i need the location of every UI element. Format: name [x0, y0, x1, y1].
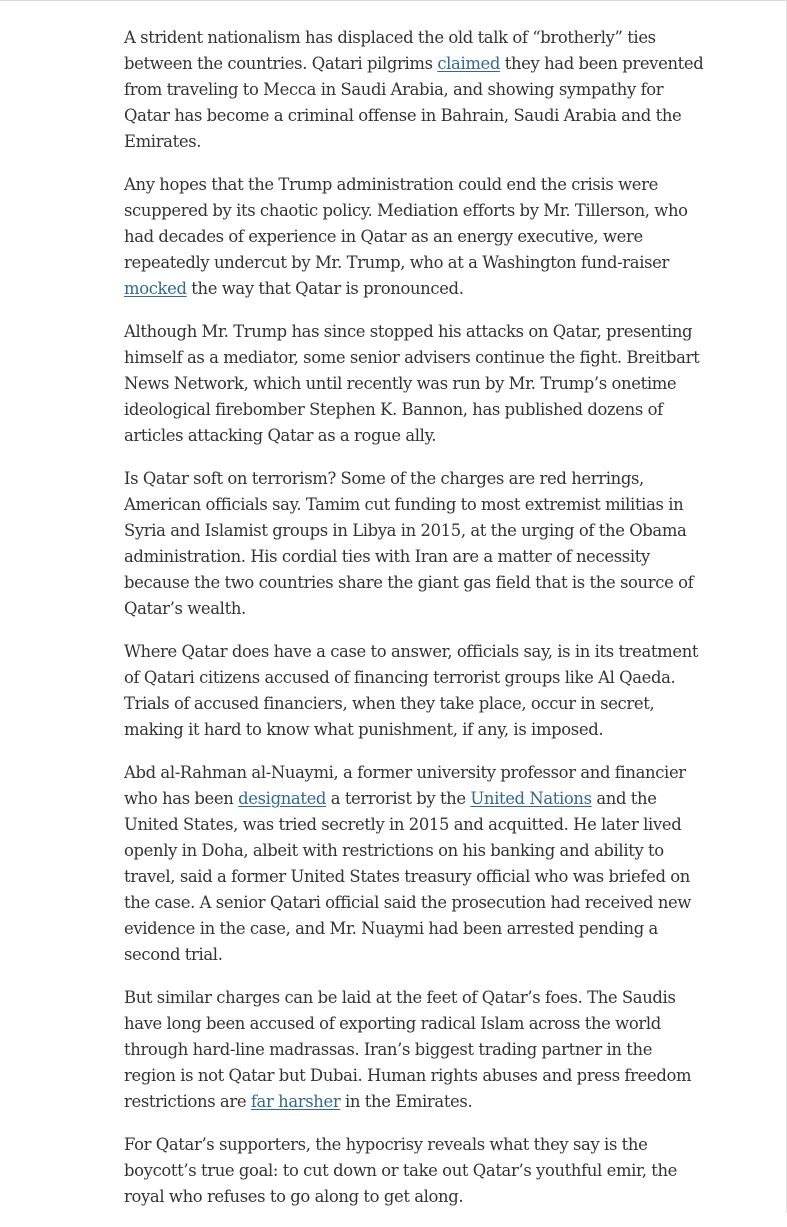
paragraph-text: For Qatar’s supporters, the hypocrisy reveals what they say is the boycott’s true goal: to cut down or take out Qatar’s youthful emir, the royal who refuses to go along to get along.	[124, 1135, 678, 1206]
paragraph-text: the way that Qatar is pronounced.	[186, 279, 464, 298]
paragraph-7	[124, 985, 704, 1115]
paragraph-5	[124, 639, 704, 743]
paragraph-text: Abd al-Rahman al-Nuaymi, a former university professor and financier who has been	[124, 763, 686, 808]
paragraph-2	[124, 172, 704, 302]
paragraph-1	[124, 25, 704, 155]
designated-link[interactable]: designated	[238, 789, 327, 808]
united-nations-link[interactable]: United Nations	[470, 789, 592, 808]
paragraph-3	[124, 319, 704, 449]
paragraph-4	[124, 466, 704, 622]
paragraph-text: But similar charges can be laid at the feet of Qatar’s foes. The Saudis have long been accused of exporting radical Islam across the world through hard-line madrassas. Iran’s biggest trading partner in the region is not Qatar but Dubai. Human rights abuses and press freedom restrictions are	[124, 988, 692, 1111]
paragraph-text: Any hopes that the Trump administration could end the crisis were scuppered by its chaotic policy. Mediation efforts by Mr. Tillerson, who had decades of experience in Qatar as an energy executive, were repeatedly undercut by Mr. Trump, who at a Washington fund-raiser	[124, 175, 688, 272]
paragraph-text: they had been prevented from traveling to Mecca in Saudi Arabia, and showing sympathy for Qatar has become a criminal offense in Bahrain, Saudi Arabia and the Emirates.	[124, 54, 704, 151]
paragraph-text: Where Qatar does have a case to answer, officials say, is in its treatment of Qatari citizens accused of financing terrorist groups like Al Qaeda. Trials of accused financiers, when they take place, occur in secret, making it hard to know what punishment, if any, is imposed.	[124, 642, 699, 739]
paragraph-text: and the United States, was tried secretly in 2015 and acquitted. He later lived openly in Doha, albeit with restrictions on his banking and ability to travel, said a former United States treasury official who was briefed on the case. A senior Qatari official said the prosecution had received new evidence in the case, and Mr. Nuaymi had been arrested pending a second trial.	[124, 789, 692, 964]
top-border	[0, 0, 787, 1]
paragraph-6	[124, 760, 704, 968]
paragraph-8	[124, 1132, 704, 1210]
paragraph-text: Although Mr. Trump has since stopped his attacks on Qatar, presenting himself as a mediator, some senior advisers continue the fight. Breitbart News Network, which until recently was run by Mr. Trump’s onetime ideological firebomber Stephen K. Bannon, has published dozens of articles attacking Qatar as a rogue ally.	[124, 322, 700, 445]
far-harsher-link[interactable]: far harsher	[250, 1092, 341, 1111]
paragraph-text: Is Qatar soft on terrorism? Some of the charges are red herrings, American officials say. Tamim cut funding to most extremist militias in Syria and Islamist groups in Libya in 2015, at the urging of the Obama administration. His cordial ties with Iran are a matter of necessity because the two countries share the giant gas field that is the source of Qatar’s wealth.	[124, 469, 694, 618]
paragraph-text: A strident nationalism has displaced the old talk of “brotherly” ties between the countries. Qatari pilgrims	[124, 28, 656, 73]
paragraph-text: a terrorist by the	[326, 789, 471, 808]
claimed-link[interactable]: claimed	[437, 54, 501, 73]
paragraph-text: in the Emirates.	[340, 1092, 473, 1111]
mocked-link[interactable]: mocked	[124, 279, 187, 298]
article-body	[124, 25, 704, 1227]
